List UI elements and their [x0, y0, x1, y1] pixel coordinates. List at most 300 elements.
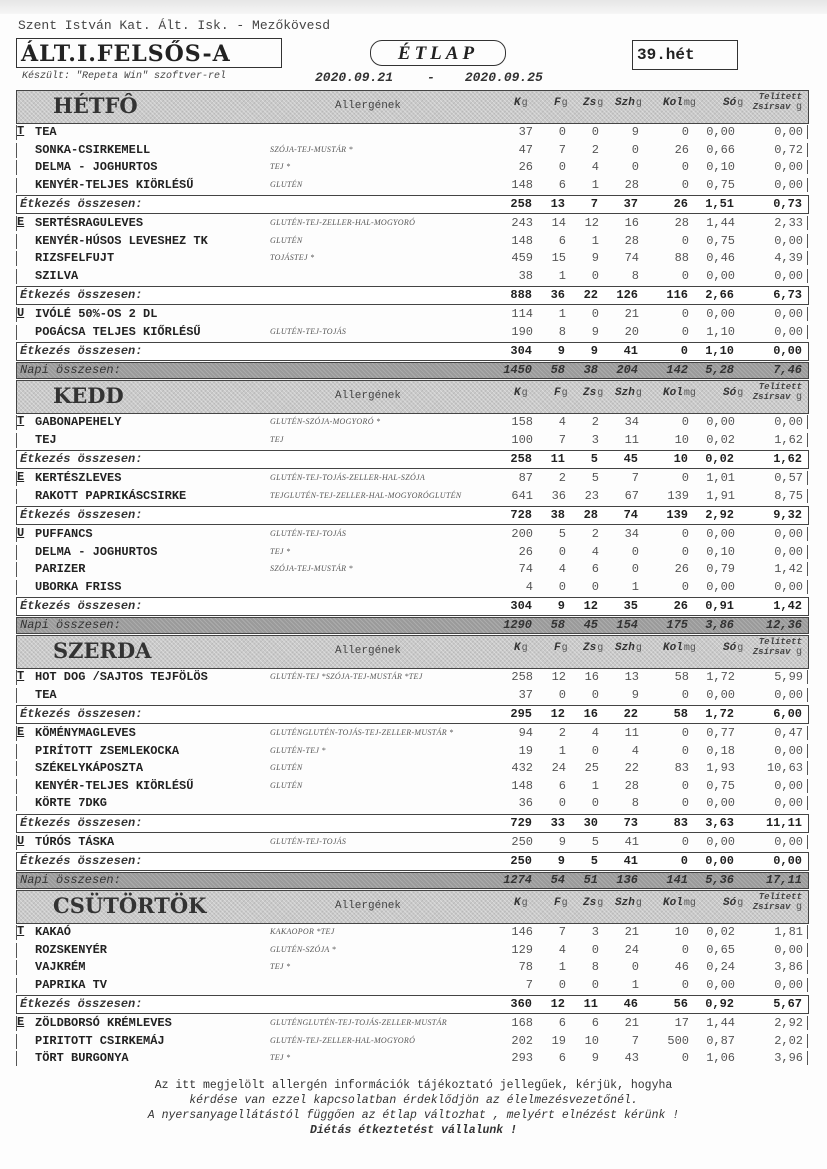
- value-carbs-sugar: 10: [584, 1033, 599, 1048]
- value-carbohydrate: 28: [624, 233, 639, 248]
- total-saturated-fat: 6,00: [773, 707, 802, 721]
- dish-name: SZÉKELYKÁPOSZTA: [35, 761, 144, 775]
- row-left-border: [16, 178, 17, 193]
- value-salt: 1,93: [706, 761, 735, 775]
- value-carbs-sugar: 6: [591, 1016, 599, 1030]
- value-salt: 0,77: [706, 726, 735, 740]
- total-saturated-fat: 1,62: [773, 452, 802, 466]
- row-right-border: [807, 744, 809, 758]
- value-kcal: 37: [518, 687, 533, 702]
- value-fat: 6: [558, 177, 566, 192]
- value-salt: 0,75: [706, 778, 735, 793]
- value-cholesterol: 26: [674, 142, 689, 157]
- meal-total-row: [16, 814, 809, 833]
- meal-code: U: [17, 833, 25, 848]
- column-unit: mg: [683, 98, 696, 109]
- meal-total-row: [16, 705, 809, 724]
- value-carbs-sugar: 0: [591, 307, 599, 321]
- row-right-border: [807, 960, 809, 974]
- value-carbs-sugar: 2: [591, 142, 599, 157]
- value-carbs-sugar: 2: [591, 415, 599, 429]
- value-carbs-sugar: 4: [591, 160, 599, 174]
- total-carbohydrate: 41: [623, 344, 638, 358]
- row-left-border: [16, 744, 17, 759]
- total-saturated-fat: 0,00: [773, 344, 802, 358]
- day-total-row: [16, 617, 809, 634]
- value-carbs-sugar: 3: [591, 925, 599, 939]
- value-saturated-fat: 0,00: [774, 834, 803, 849]
- column-label: Szh: [615, 387, 635, 399]
- column-unit: g: [737, 388, 744, 399]
- day-total-saturated-fat: 17,11: [765, 873, 802, 887]
- dish-name: POGÁCSA TELJES KIŐRLÉSŰ: [35, 324, 201, 339]
- value-cholesterol: 0: [681, 125, 689, 139]
- value-saturated-fat: 0,00: [774, 160, 803, 174]
- dish-allergens: GLUTÉN: [270, 235, 303, 245]
- meal-total-row: [16, 995, 809, 1014]
- value-saturated-fat: 3,86: [774, 960, 803, 974]
- value-saturated-fat: 0,00: [774, 796, 803, 810]
- column-unit: mg: [683, 388, 696, 399]
- value-kcal: 293: [511, 1051, 533, 1065]
- row-right-border: [807, 978, 809, 992]
- column-header-saturated-fat: [753, 637, 802, 658]
- value-saturated-fat: 0,47: [774, 726, 803, 740]
- value-carbs-sugar: 23: [584, 488, 599, 503]
- total-carbohydrate: 22: [623, 707, 638, 721]
- total-kcal: 250: [510, 854, 532, 868]
- value-fat: 1: [558, 960, 566, 974]
- column-unit: g: [635, 98, 642, 109]
- menu-item-row: [16, 942, 809, 960]
- menu-item-row: [16, 778, 809, 796]
- column-label: Kol: [663, 387, 683, 399]
- dish-name: ZÖLDBORSÓ KRÉMLEVES: [35, 1016, 172, 1030]
- value-kcal: 87: [518, 471, 533, 485]
- column-label: Szh: [615, 642, 635, 654]
- value-fat: 36: [551, 488, 566, 503]
- value-kcal: 243: [511, 216, 533, 230]
- value-carbohydrate: 74: [624, 251, 639, 265]
- column-label: Szh: [615, 97, 635, 109]
- value-kcal: 78: [518, 960, 533, 974]
- dish-allergens: GLUTÉN: [270, 780, 303, 790]
- menu-item-row: [16, 432, 809, 450]
- dish-name: KÖRTE 7DKG: [35, 796, 108, 810]
- value-carbohydrate: 28: [624, 778, 639, 793]
- value-kcal: 4: [525, 579, 533, 594]
- total-fat: 12: [550, 997, 565, 1011]
- total-saturated-fat: 9,32: [773, 508, 802, 522]
- dish-allergens: GLUTÉN: [270, 763, 303, 772]
- total-fat: 13: [550, 197, 565, 211]
- total-cholesterol: 83: [673, 815, 688, 830]
- total-salt: 1,10: [705, 344, 734, 358]
- column-unit: g: [737, 898, 744, 909]
- dish-name: PIRÍTOTT ZSEMLEKOCKA: [35, 743, 180, 758]
- meal-total-row: [16, 852, 809, 871]
- total-carbs-sugar: 9: [590, 344, 598, 358]
- menu-table: [16, 90, 809, 1068]
- column-label: K: [514, 97, 521, 109]
- value-salt: 0,79: [706, 562, 735, 576]
- value-salt: 0,75: [706, 177, 735, 192]
- row-left-border: [16, 761, 17, 776]
- value-salt: 0,00: [706, 687, 735, 702]
- value-kcal: 36: [518, 796, 533, 810]
- value-carbohydrate: 11: [624, 432, 639, 447]
- row-right-border: [807, 307, 809, 321]
- value-cholesterol: 10: [674, 432, 689, 447]
- value-saturated-fat: 0,00: [774, 977, 803, 992]
- meal-total-label: Étkezés összesen:: [20, 815, 143, 830]
- column-unit: g: [597, 98, 604, 109]
- menu-item-row: [16, 233, 809, 251]
- column-unit: g: [795, 102, 802, 113]
- dish-name: TEJ: [35, 432, 57, 447]
- column-header-saturated-fat: [753, 382, 802, 403]
- total-kcal: 258: [510, 197, 532, 211]
- meal-total-label: Étkezés összesen:: [20, 997, 143, 1011]
- value-carbs-sugar: 1: [591, 233, 599, 248]
- value-carbohydrate: 8: [631, 268, 639, 283]
- day-total-cholesterol: 175: [666, 618, 688, 632]
- value-saturated-fat: 0,57: [774, 471, 803, 485]
- dish-allergens: GLUTÉN-SZÓJA-MOGYORÓ *: [270, 417, 381, 426]
- value-salt: 1,01: [706, 471, 735, 485]
- value-fat: 6: [558, 1051, 566, 1065]
- dish-allergens: TEJ *: [270, 546, 291, 556]
- value-carbs-sugar: 0: [591, 796, 599, 810]
- row-right-border: [807, 761, 809, 775]
- row-right-border: [807, 1034, 809, 1048]
- column-header-f: [554, 97, 568, 109]
- meal-code: T: [17, 414, 25, 428]
- day-total-label: Napi összesen:: [20, 873, 121, 887]
- total-carbs-sugar: 12: [583, 599, 598, 613]
- total-salt: 2,66: [705, 288, 734, 302]
- column-unit: g: [521, 98, 528, 109]
- value-carbohydrate: 0: [631, 142, 639, 157]
- value-carbohydrate: 7: [631, 471, 639, 485]
- total-kcal: 258: [510, 452, 532, 466]
- menu-item-row: [16, 414, 809, 432]
- value-salt: 0,00: [706, 527, 735, 541]
- value-salt: 1,91: [706, 488, 735, 503]
- total-fat: 9: [557, 854, 565, 868]
- dish-allergens: GLUTÉN-TEJ-ZELLER-HAL-MOGYORÓ: [270, 1035, 416, 1045]
- day-total-fat: 58: [550, 618, 565, 632]
- value-salt: 1,72: [706, 670, 735, 684]
- row-left-border: [16, 143, 17, 158]
- value-carbohydrate: 20: [624, 324, 639, 339]
- total-salt: 0,02: [705, 452, 734, 466]
- menu-item-row: [16, 959, 809, 977]
- total-kcal: 304: [510, 599, 532, 613]
- column-label: Zs: [583, 97, 597, 109]
- total-cholesterol: 58: [673, 707, 688, 721]
- day-name: CSÜTÖRTÖK: [53, 893, 207, 918]
- total-carbohydrate: 45: [623, 452, 638, 466]
- dish-allergens: TEJ: [270, 434, 284, 444]
- value-saturated-fat: 3,96: [774, 1051, 803, 1065]
- column-label: Telített: [758, 382, 802, 392]
- row-right-border: [807, 471, 809, 485]
- dish-allergens: GLUTÉN-TEJ *SZÓJA-TEJ-MUSTÁR *TEJ: [270, 672, 423, 681]
- column-header-k: [514, 897, 528, 909]
- value-carbohydrate: 21: [624, 1016, 639, 1030]
- menu-item-row: [16, 268, 809, 286]
- value-salt: 0,18: [706, 743, 735, 758]
- total-salt: 0,91: [705, 599, 734, 613]
- date-to: 2020.09.25: [464, 70, 543, 85]
- total-carbohydrate: 35: [623, 599, 638, 613]
- day-total-row: [16, 872, 809, 889]
- meal-total-label: Étkezés összesen:: [20, 508, 143, 522]
- total-carbs-sugar: 5: [590, 452, 598, 466]
- value-carbohydrate: 7: [631, 1033, 639, 1048]
- value-fat: 0: [558, 125, 566, 139]
- row-left-border: [16, 1051, 17, 1066]
- column-label: Telített: [758, 892, 802, 902]
- value-cholesterol: 0: [681, 942, 689, 957]
- value-fat: 12: [551, 670, 566, 684]
- dish-name: RIZSFELFUJT: [35, 251, 115, 265]
- value-fat: 0: [558, 160, 566, 174]
- dish-allergens: TOJÁSTEJ *: [270, 253, 315, 262]
- row-left-border: [16, 251, 17, 266]
- total-fat: 9: [557, 344, 565, 358]
- column-label: Zs: [583, 642, 597, 654]
- value-cholesterol: 0: [681, 726, 689, 740]
- value-saturated-fat: 0,00: [774, 778, 803, 793]
- value-fat: 14: [551, 216, 566, 230]
- value-carbohydrate: 43: [624, 1051, 639, 1065]
- column-label: Só: [723, 642, 737, 654]
- day-total-fat: 58: [550, 363, 565, 377]
- value-fat: 7: [558, 925, 566, 939]
- row-left-border: [16, 562, 17, 577]
- date-range: [315, 70, 543, 85]
- value-salt: 0,02: [706, 432, 735, 447]
- value-kcal: 168: [511, 1016, 533, 1030]
- value-carbs-sugar: 1: [591, 778, 599, 793]
- dish-name: SONKA-CSIRKEMELL: [35, 142, 151, 157]
- value-cholesterol: 0: [681, 471, 689, 485]
- dish-allergens: GLUTÉN-TEJ-TOJÁS: [270, 326, 347, 336]
- value-fat: 15: [551, 251, 566, 265]
- value-fat: 1: [558, 307, 566, 321]
- column-unit: g: [521, 898, 528, 909]
- day-total-carbohydrate: 154: [616, 618, 638, 632]
- day-total-fat: 54: [550, 873, 565, 887]
- value-saturated-fat: 5,99: [774, 670, 803, 684]
- row-left-border: [16, 1034, 17, 1049]
- menu-item-row: [16, 795, 809, 813]
- value-saturated-fat: 0,00: [774, 527, 803, 541]
- column-header-kol: [663, 387, 696, 399]
- column-label: K: [514, 387, 521, 399]
- value-carbs-sugar: 0: [591, 268, 599, 283]
- column-header-szh: [615, 387, 642, 399]
- day-name: HÉTFÔ: [53, 93, 138, 118]
- column-label: K: [514, 642, 521, 654]
- value-kcal: 37: [518, 125, 533, 139]
- day-total-row: [16, 362, 809, 379]
- total-cholesterol: 116: [666, 288, 688, 302]
- value-fat: 0: [558, 687, 566, 702]
- allergens-header: Allergének: [335, 645, 402, 657]
- value-salt: 0,24: [706, 960, 735, 974]
- day-header: [16, 90, 809, 124]
- value-cholesterol: 0: [681, 796, 689, 810]
- value-cholesterol: 88: [674, 251, 689, 265]
- day-total-kcal: 1274: [503, 873, 532, 887]
- menu-item-row: [16, 124, 809, 142]
- value-carbohydrate: 34: [624, 415, 639, 429]
- column-unit: g: [795, 902, 802, 913]
- dish-allergens: GLUTÉN: [270, 179, 303, 189]
- value-salt: 0,00: [706, 415, 735, 429]
- value-carbs-sugar: 0: [591, 743, 599, 758]
- row-right-border: [807, 562, 809, 576]
- dish-allergens: SZÓJA-TEJ-MUSTÁR *: [270, 564, 353, 573]
- dish-allergens: TEJ *: [270, 1053, 291, 1062]
- dish-name: KÖMÉNYMAGLEVES: [35, 726, 136, 740]
- meal-code: E: [17, 470, 25, 484]
- dish-name: ROZSKENYÉR: [35, 942, 108, 957]
- menu-item-row: [16, 561, 809, 579]
- footer-note: [0, 1078, 827, 1138]
- value-carbs-sugar: 4: [591, 544, 599, 559]
- value-kcal: 459: [511, 251, 533, 265]
- value-fat: 0: [558, 579, 566, 594]
- value-carbs-sugar: 0: [591, 687, 599, 702]
- total-carbohydrate: 46: [623, 997, 638, 1011]
- total-kcal: 729: [510, 815, 532, 830]
- value-kcal: 148: [511, 778, 533, 793]
- menu-item-row: [16, 1015, 809, 1033]
- dish-name: TEA: [35, 687, 57, 702]
- row-left-border: [16, 433, 17, 448]
- value-salt: 1,06: [706, 1051, 735, 1065]
- menu-item-row: [16, 977, 809, 995]
- value-kcal: 74: [518, 562, 533, 576]
- menu-item-row: [16, 544, 809, 562]
- value-kcal: 258: [511, 670, 533, 684]
- footer-line-3: A nyersanyagellátástól függően az étlap változhat , melyért elnézést kérünk !: [147, 1109, 680, 1122]
- total-carbohydrate: 37: [623, 197, 638, 211]
- meal-code: E: [17, 1015, 25, 1029]
- row-right-border: [807, 216, 809, 230]
- value-cholesterol: 0: [681, 687, 689, 702]
- column-header-kol: [663, 642, 696, 654]
- meal-total-label: Étkezés összesen:: [20, 197, 143, 211]
- day-total-salt: 5,36: [705, 873, 734, 887]
- value-carbs-sugar: 6: [591, 562, 599, 576]
- day-total-kcal: 1290: [503, 618, 532, 632]
- value-kcal: 432: [511, 761, 533, 775]
- column-header-so: [723, 387, 743, 399]
- row-left-border: [16, 688, 17, 703]
- row-left-border: [16, 796, 17, 811]
- row-left-border: [16, 545, 17, 560]
- value-carbs-sugar: 0: [591, 942, 599, 957]
- value-kcal: 19: [518, 743, 533, 758]
- value-carbohydrate: 21: [624, 307, 639, 321]
- row-right-border: [807, 251, 809, 265]
- menu-item-row: [16, 924, 809, 942]
- dish-name: HOT DOG /SAJTOS TEJFÖLÖS: [35, 670, 208, 684]
- column-label-line2: [753, 392, 802, 403]
- day-total-label: Napi összesen:: [20, 363, 121, 377]
- value-salt: 0,66: [706, 142, 735, 157]
- menu-item-row: [16, 324, 809, 342]
- value-fat: 7: [558, 432, 566, 447]
- column-unit: g: [561, 98, 568, 109]
- dish-allergens: GLUTÉN-TEJ-TOJÁS: [270, 836, 347, 846]
- total-carbs-sugar: 7: [590, 197, 598, 211]
- row-left-border: [16, 234, 17, 249]
- value-kcal: 114: [511, 307, 533, 321]
- total-cholesterol: 139: [666, 508, 688, 522]
- total-kcal: 728: [510, 508, 532, 522]
- row-right-border: [807, 325, 809, 339]
- value-kcal: 129: [511, 942, 533, 957]
- dish-name: TEA: [35, 125, 57, 139]
- meal-total-label: Étkezés összesen:: [20, 707, 143, 721]
- total-salt: 1,72: [705, 707, 734, 721]
- total-cholesterol: 26: [673, 599, 688, 613]
- row-right-border: [807, 527, 809, 541]
- value-carbs-sugar: 0: [591, 977, 599, 992]
- column-label: Telített: [758, 92, 802, 102]
- value-carbs-sugar: 9: [591, 324, 599, 339]
- column-unit: g: [561, 643, 568, 654]
- value-fat: 5: [558, 527, 566, 541]
- dish-allergens: GLUTÉN-TEJ-ZELLER-HAL-MOGYORÓ: [270, 218, 416, 227]
- row-left-border: [16, 160, 17, 175]
- column-label: Zsírsav: [752, 392, 791, 402]
- value-kcal: 94: [518, 726, 533, 740]
- value-saturated-fat: 2,92: [774, 1016, 803, 1030]
- value-carbs-sugar: 3: [591, 432, 599, 447]
- meal-code: U: [17, 526, 25, 540]
- total-saturated-fat: 6,73: [773, 288, 802, 302]
- value-carbohydrate: 13: [624, 670, 639, 684]
- value-saturated-fat: 2,02: [774, 1033, 803, 1048]
- row-left-border: [16, 779, 17, 794]
- dish-allergens: GLUTÉN-TEJ-TOJÁS-ZELLER-HAL-SZÓJA: [270, 473, 426, 482]
- value-fat: 0: [558, 544, 566, 559]
- total-saturated-fat: 5,67: [773, 997, 802, 1011]
- value-salt: 0,00: [706, 834, 735, 849]
- dish-name: TÖRT BURGONYA: [35, 1051, 129, 1065]
- column-header-saturated-fat: [753, 92, 802, 113]
- column-label: Zsírsav: [752, 902, 791, 912]
- row-right-border: [807, 726, 809, 740]
- footer-line-1: Az itt megjelölt allergén információk tájékoztató jellegűek, kérjük, hogyha: [154, 1079, 673, 1092]
- day-total-carbohydrate: 136: [616, 873, 638, 887]
- value-fat: 0: [558, 977, 566, 992]
- total-carbohydrate: 73: [623, 815, 638, 830]
- value-saturated-fat: 0,00: [774, 579, 803, 594]
- value-carbs-sugar: 5: [591, 834, 599, 849]
- value-saturated-fat: 0,00: [774, 743, 803, 758]
- scan-edge: [0, 0, 827, 14]
- dish-name: KERTÉSZLEVES: [35, 471, 122, 485]
- column-header-so: [723, 97, 743, 109]
